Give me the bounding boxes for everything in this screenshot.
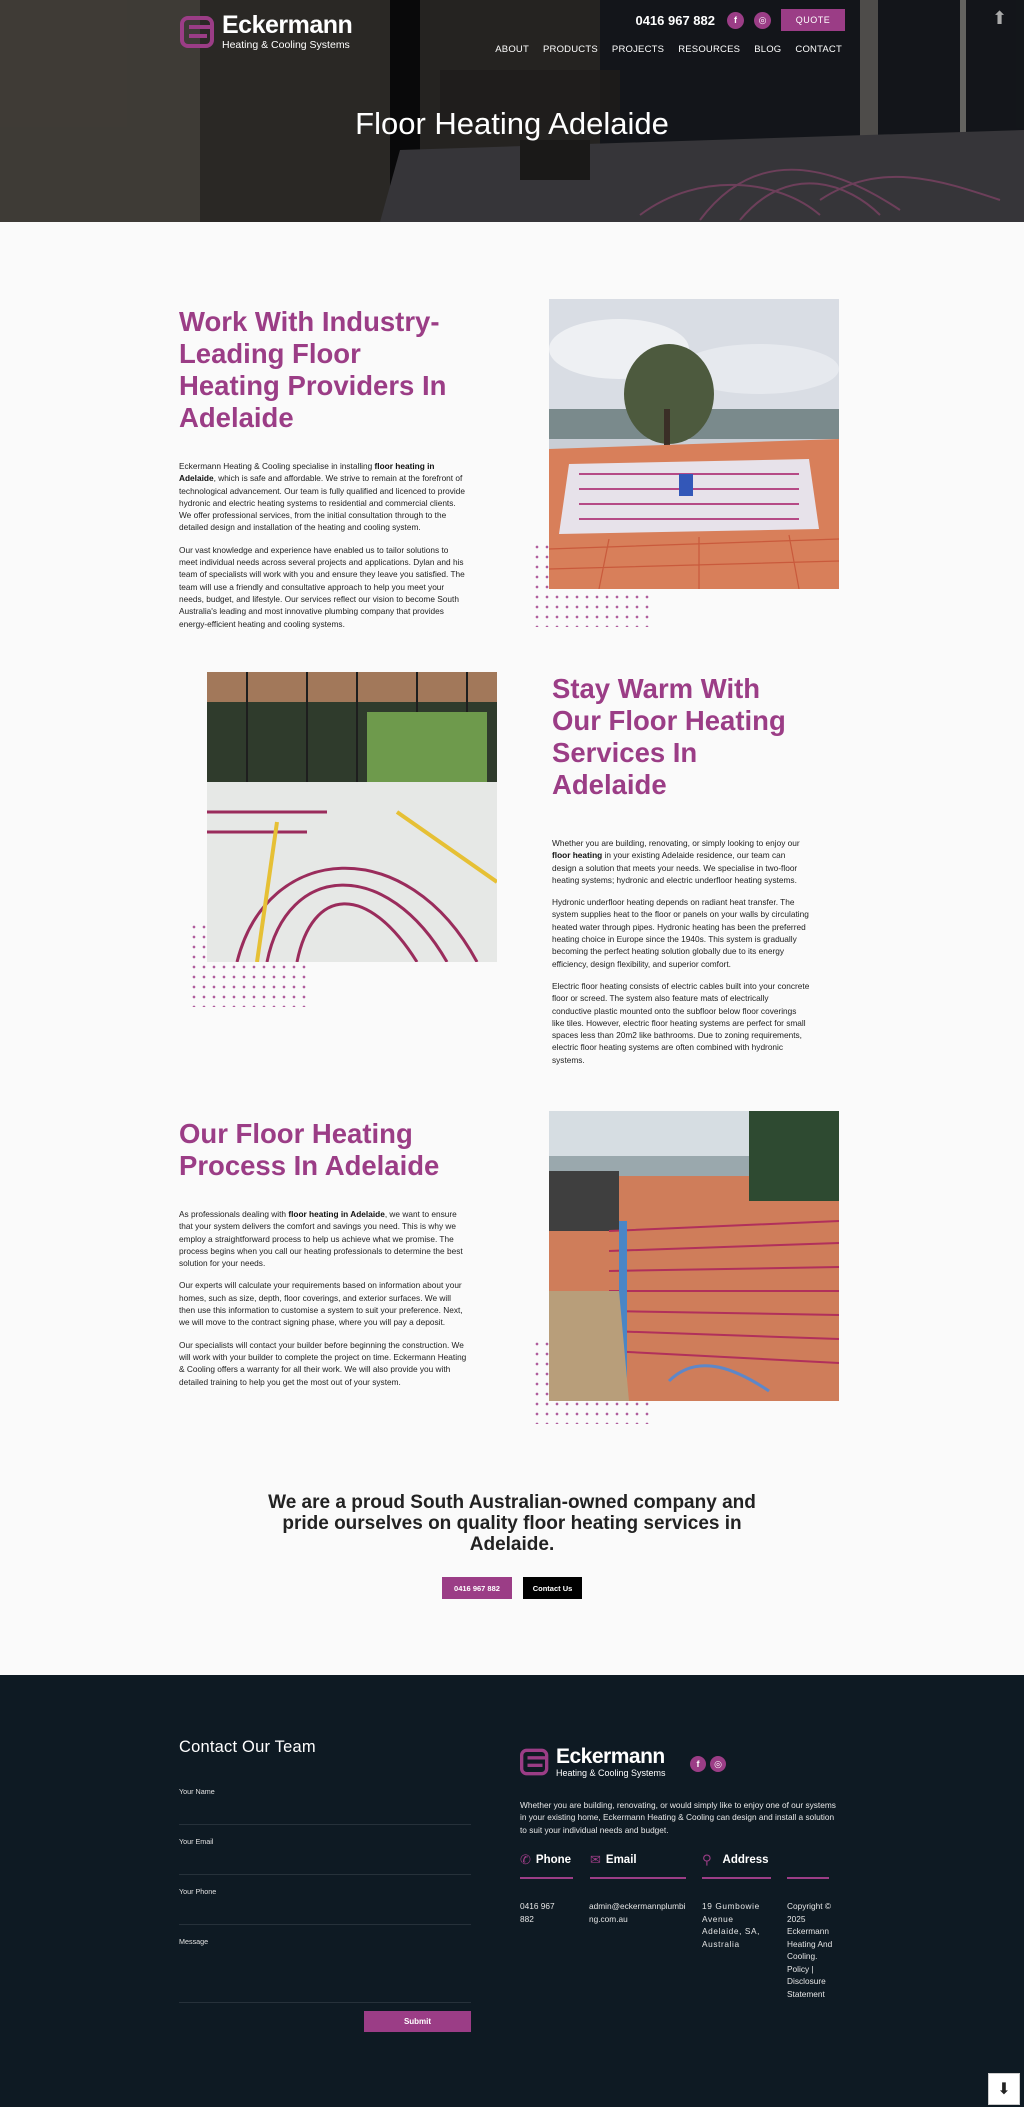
section-1-text (179, 306, 469, 630)
logo-tagline: Heating & Cooling Systems (222, 39, 350, 51)
section-2-heading: Stay Warm With Our Floor Heating Services In Adelaide (552, 673, 786, 800)
section-3-text (179, 1118, 469, 1388)
section-1-photo (549, 299, 839, 589)
email-field[interactable] (179, 1853, 471, 1875)
header-phone-link[interactable]: 0416 967 882 (635, 12, 715, 28)
section-3-paragraph-3: Our specialists will contact your builder before beginning the construction. We will work with your builder to complete the project on time. Eckermann Heating & Cooling offers a warranty for all their work. We will also provide you with detailed training to help you get the most out of your system. (179, 1339, 467, 1387)
logo-tagline: Heating & Cooling Systems (556, 1768, 666, 1778)
logo-name: Eckermann (222, 11, 353, 39)
cta-contact-button[interactable]: Contact Us (523, 1577, 582, 1599)
section-2-photo (207, 672, 497, 962)
phone-field[interactable] (179, 1903, 471, 1925)
message-field-label: Message (179, 1937, 209, 1946)
section-3-paragraph-2: Our experts will calculate your requirements based on information about your homes, such as size, depth, floor coverings, and exterior surfaces. We will then use this information to customise a system to suit your preference. Next, we will move to the contract signing phase, where you will pay a deposit. (179, 1280, 463, 1328)
divider (702, 1877, 771, 1879)
name-field-label: Your Name (179, 1787, 215, 1796)
footer-logo[interactable] (520, 1746, 666, 1778)
scroll-top-icon[interactable]: ⬆ (992, 8, 1008, 28)
footer-description: Whether you are building, renovating, or would simply like to enjoy one of our systems in your existing home, Eckermann Heating & Cooling can design and install a solution to suit your individual needs and budget. (520, 1800, 836, 1835)
cta-phone-button[interactable]: 0416 967 882 (442, 1577, 512, 1599)
nav-about[interactable]: ABOUT (495, 44, 529, 55)
page-title: Floor Heating Adelaide (355, 106, 669, 141)
logo-mark-icon (180, 14, 216, 50)
facebook-icon[interactable]: f (690, 1756, 706, 1772)
nav-products[interactable]: PRODUCTS (543, 44, 598, 55)
logo-mark-icon (520, 1747, 550, 1777)
divider (787, 1877, 829, 1879)
section-3-photo (549, 1111, 839, 1401)
nav-resources[interactable]: RESOURCES (678, 44, 741, 55)
header-logo[interactable] (180, 13, 352, 51)
cta-heading: We are a proud South Australian-owned company and pride ourselves on quality floor heating services in Adelaide. (268, 1492, 756, 1555)
instagram-icon[interactable]: ◎ (754, 12, 771, 29)
phone-heading: ✆ Phone (520, 1852, 572, 1867)
header-topbar (635, 9, 845, 31)
email-field-label: Your Email (179, 1837, 214, 1846)
footer-social (690, 1756, 726, 1772)
nav-blog[interactable]: BLOG (754, 44, 782, 55)
footer-phone-link[interactable]: 0416 967 882 (520, 1901, 555, 1924)
scroll-down-icon[interactable]: ⬇ (988, 2073, 1020, 2105)
divider (520, 1877, 573, 1879)
contact-form-title: Contact Our Team (179, 1738, 316, 1756)
phone-field-label: Your Phone (179, 1887, 217, 1896)
section-2-paragraph-3: Electric floor heating consists of electric cables built into your concrete floor or screed. The system also feature mats of electrically conductive plastic mounted onto the subfloor below floor coverings like tiles. However, electric floor heating systems are perfect for small spaces less than 20m2 like bathrooms. Due to zoning requirements, electric floor heating systems are often combined with hydronic systems. (552, 980, 810, 1065)
section-3-paragraph-1: As professionals dealing with floor heating in Adelaide, we want to ensure that your system delivers the comfort and savings you need. This is why we employ a straightforward process to help us achieve what we promise. The process begins when you call our heating professionals to determine the best solution for your needs. (179, 1209, 463, 1269)
nav-contact[interactable]: CONTACT (795, 44, 842, 55)
footer-address: 19 Gumbowie Avenue Adelaide, SA, Australia (702, 1901, 761, 1949)
footer-email-link[interactable]: admin@eckermannplumbing.com.au (589, 1901, 686, 1924)
divider (590, 1877, 686, 1879)
hero-banner (0, 0, 1024, 222)
name-field[interactable] (179, 1803, 471, 1825)
section-1-paragraph-2: Our vast knowledge and experience have enabled us to tailor solutions to meet individual needs across several projects and applications. Dylan and his team of specialists will work with you and ensure they leave you satisfied. The team will use a friendly and consultative approach to help you meet your needs, budget, and lifestyle. Our services reflect our vision to become South Australia's leading and most innovative plumbing company that provides energy-efficient heating and cooling systems. (179, 544, 465, 629)
section-1-heading: Work With Industry-Leading Floor Heating Providers In Adelaide (179, 306, 447, 433)
location-pin-icon: ⚲ (702, 1852, 712, 1867)
section-2-paragraph-1: Whether you are building, renovating, or simply looking to enjoy our floor heating in your existing Adelaide residence, our team can design a solution that meets your needs. We specialise in two-floor heating systems; hydronic and electric underfloor heating systems. (552, 838, 800, 885)
section-1-paragraph-1: Eckermann Heating & Cooling specialise in installing floor heating in Adelaide, which is safe and affordable. We strive to remain at the forefront of technological advancement. Our team is fully qualified and licenced to provide hydronic and electric heating systems to residential and commercial clients. We offer professional services, from the initial consultation through to the detailed design and installation of the heating and cooling system. (179, 461, 465, 533)
email-icon: ✉ (590, 1852, 601, 1867)
facebook-icon[interactable]: f (727, 12, 744, 29)
logo-name: Eckermann (556, 1745, 665, 1768)
nav-projects[interactable]: PROJECTS (611, 44, 665, 55)
address-heading: ⚲ Address (702, 1852, 769, 1867)
section-3-heading: Our Floor Heating Process In Adelaide (179, 1118, 440, 1181)
section-2-text (552, 673, 810, 1066)
phone-icon: ✆ (520, 1852, 531, 1867)
quote-button[interactable]: QUOTE (781, 9, 845, 31)
instagram-icon[interactable]: ◎ (710, 1756, 726, 1772)
section-2-paragraph-2: Hydronic underfloor heating depends on radiant heat transfer. The system supplies heat to the floor or panels on your walls by circulating heated water through pipes. Hydronic heating has been the preferred heating choice in Europe since the 1940s. This system is gradually becoming the perfect heating solution globally due to its energy efficiency, design flexibility, and superior comfort. (552, 897, 809, 969)
main-nav (495, 44, 842, 55)
message-field[interactable] (179, 1953, 471, 2003)
footer-copyright[interactable]: Copyright © 2025 Eckermann Heating And Cooling. Policy | Disclosure Statement (787, 1901, 833, 1999)
submit-button[interactable]: Submit (364, 2011, 471, 2032)
cta-section (0, 1492, 1024, 1599)
email-heading: ✉ Email (590, 1852, 637, 1867)
footer (0, 1675, 1024, 2107)
